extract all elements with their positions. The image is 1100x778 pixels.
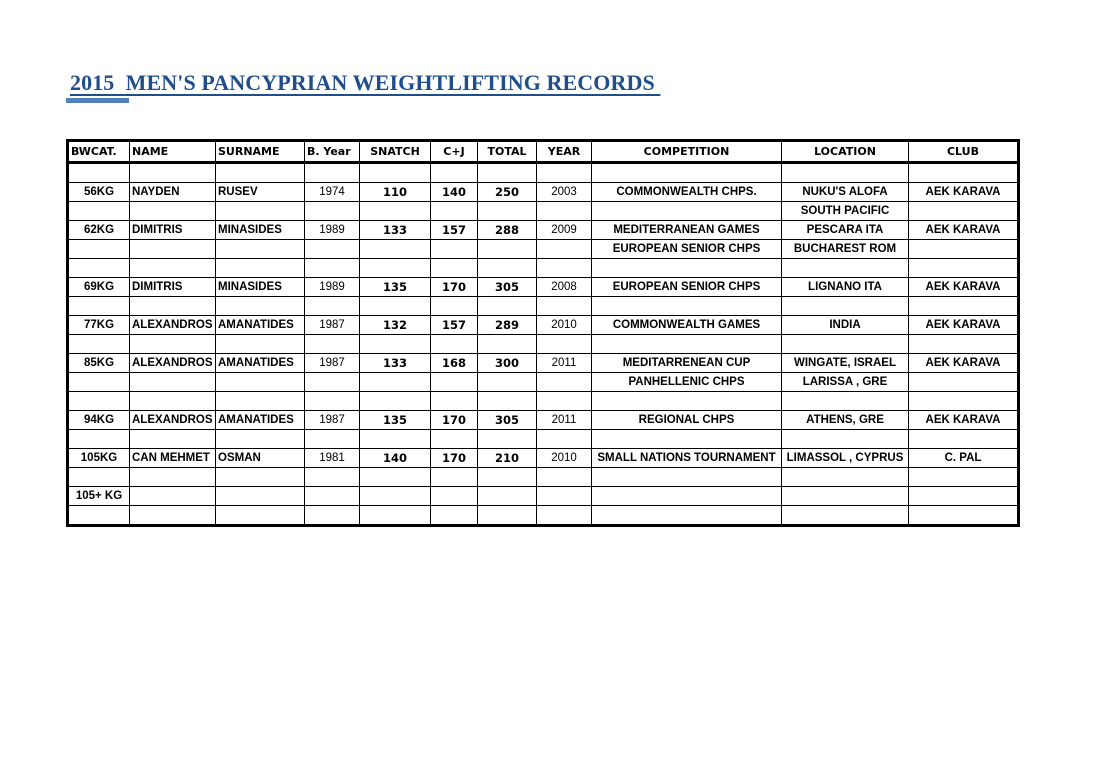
table-row [68,240,1019,259]
cell-location [782,506,909,526]
cell-name [130,430,216,449]
cell-competition [592,468,782,487]
cell-birth-year [305,468,360,487]
cell-club [909,163,1019,183]
table-row [68,297,1019,316]
cell-surname: AMANATIDES [216,411,305,430]
cell-clean-jerk [431,506,478,526]
cell-surname [216,259,305,278]
header-year: YEAR [537,141,592,163]
cell-surname [216,202,305,221]
cell-club [909,468,1019,487]
cell-club: AEK KARAVA [909,221,1019,240]
cell-competition [592,202,782,221]
cell-competition: MEDITERRANEAN GAMES [592,221,782,240]
cell-competition [592,163,782,183]
cell-club [909,202,1019,221]
header-name: NAME [130,141,216,163]
cell-birth-year: 1987 [305,354,360,373]
cell-clean-jerk: 168 [431,354,478,373]
cell-year: 2010 [537,316,592,335]
cell-birth-year [305,392,360,411]
table-row [68,487,1019,506]
cell-bwcat: 62KG [68,221,130,240]
cell-total: 300 [478,354,537,373]
cell-name: ALEXANDROS [130,354,216,373]
table-row [68,163,1019,183]
cell-snatch [360,240,431,259]
cell-bwcat [68,335,130,354]
cell-clean-jerk: 157 [431,316,478,335]
cell-competition: REGIONAL CHPS [592,411,782,430]
cell-year [537,373,592,392]
cell-year: 2011 [537,354,592,373]
cell-name: DIMITRIS [130,221,216,240]
cell-competition: COMMONWEALTH GAMES [592,316,782,335]
title-accent-bar [66,98,129,103]
cell-birth-year: 1989 [305,278,360,297]
cell-bwcat [68,430,130,449]
cell-snatch [360,259,431,278]
cell-surname [216,392,305,411]
records-table [66,139,1020,527]
cell-total [478,392,537,411]
cell-total [478,163,537,183]
cell-location: WINGATE, ISRAEL [782,354,909,373]
cell-total: 250 [478,183,537,202]
cell-year [537,430,592,449]
cell-year: 2008 [537,278,592,297]
cell-bwcat [68,392,130,411]
cell-clean-jerk: 157 [431,221,478,240]
cell-birth-year [305,163,360,183]
cell-competition: SMALL NATIONS TOURNAMENT [592,449,782,468]
cell-bwcat: 56KG [68,183,130,202]
cell-total [478,335,537,354]
cell-competition [592,392,782,411]
cell-surname: RUSEV [216,183,305,202]
cell-club [909,373,1019,392]
cell-snatch: 140 [360,449,431,468]
cell-competition: MEDITARRENEAN CUP [592,354,782,373]
cell-snatch [360,506,431,526]
table-row [68,335,1019,354]
table-row [68,259,1019,278]
cell-name: NAYDEN [130,183,216,202]
table-row [68,278,1019,297]
cell-snatch [360,335,431,354]
cell-clean-jerk [431,487,478,506]
cell-location: LIGNANO ITA [782,278,909,297]
cell-clean-jerk [431,373,478,392]
cell-surname [216,430,305,449]
cell-snatch: 133 [360,354,431,373]
cell-snatch: 135 [360,411,431,430]
table-row [68,202,1019,221]
cell-birth-year: 1987 [305,316,360,335]
cell-clean-jerk: 170 [431,449,478,468]
cell-year [537,335,592,354]
cell-year [537,202,592,221]
cell-clean-jerk [431,468,478,487]
cell-club [909,259,1019,278]
cell-competition [592,487,782,506]
cell-total [478,202,537,221]
cell-year [537,163,592,183]
cell-year [537,297,592,316]
cell-total [478,240,537,259]
cell-location: LARISSA , GRE [782,373,909,392]
cell-competition: PANHELLENIC CHPS [592,373,782,392]
cell-surname [216,468,305,487]
cell-clean-jerk [431,430,478,449]
table-row [68,373,1019,392]
table-row [68,316,1019,335]
header-clean-jerk: C+J [431,141,478,163]
cell-year: 2011 [537,411,592,430]
cell-snatch: 110 [360,183,431,202]
cell-club [909,430,1019,449]
cell-year [537,468,592,487]
cell-club [909,506,1019,526]
cell-year [537,392,592,411]
cell-birth-year [305,373,360,392]
cell-name [130,373,216,392]
cell-surname: MINASIDES [216,221,305,240]
cell-total [478,430,537,449]
cell-total [478,506,537,526]
header-total: TOTAL [478,141,537,163]
cell-name [130,506,216,526]
cell-bwcat [68,259,130,278]
header-birth-year: B. Year [305,141,360,163]
cell-club [909,487,1019,506]
cell-competition: EUROPEAN SENIOR CHPS [592,278,782,297]
header-competition: COMPETITION [592,141,782,163]
cell-club [909,335,1019,354]
header-surname: SURNAME [216,141,305,163]
cell-clean-jerk [431,335,478,354]
cell-birth-year [305,297,360,316]
cell-bwcat: 69KG [68,278,130,297]
header-bwcat: BWCAT. [68,141,130,163]
cell-surname: MINASIDES [216,278,305,297]
cell-birth-year [305,202,360,221]
cell-snatch [360,373,431,392]
cell-total: 288 [478,221,537,240]
cell-total [478,259,537,278]
cell-year [537,240,592,259]
cell-surname [216,487,305,506]
header-location: LOCATION [782,141,909,163]
cell-location [782,392,909,411]
header-club: CLUB [909,141,1019,163]
cell-birth-year: 1989 [305,221,360,240]
cell-location [782,335,909,354]
cell-birth-year [305,487,360,506]
header-snatch: SNATCH [360,141,431,163]
cell-total [478,487,537,506]
cell-surname [216,506,305,526]
cell-club: AEK KARAVA [909,183,1019,202]
cell-snatch: 135 [360,278,431,297]
cell-year: 2003 [537,183,592,202]
cell-location: ATHENS, GRE [782,411,909,430]
cell-clean-jerk [431,240,478,259]
cell-location [782,487,909,506]
cell-location: SOUTH PACIFIC [782,202,909,221]
cell-surname [216,163,305,183]
cell-location [782,163,909,183]
cell-location: PESCARA ITA [782,221,909,240]
cell-bwcat: 94KG [68,411,130,430]
table-row [68,183,1019,202]
cell-location [782,468,909,487]
cell-surname [216,373,305,392]
cell-location: NUKU'S ALOFA [782,183,909,202]
cell-surname: OSMAN [216,449,305,468]
cell-birth-year [305,506,360,526]
cell-total: 305 [478,278,537,297]
cell-surname: AMANATIDES [216,354,305,373]
cell-clean-jerk [431,259,478,278]
cell-birth-year: 1981 [305,449,360,468]
cell-competition [592,297,782,316]
cell-clean-jerk: 140 [431,183,478,202]
cell-bwcat [68,373,130,392]
table-row [68,221,1019,240]
cell-competition: EUROPEAN SENIOR CHPS [592,240,782,259]
cell-total [478,297,537,316]
cell-bwcat [68,297,130,316]
cell-year: 2009 [537,221,592,240]
records-body [68,163,1019,526]
cell-clean-jerk [431,297,478,316]
table-row [68,392,1019,411]
cell-total [478,468,537,487]
cell-total: 289 [478,316,537,335]
cell-birth-year [305,335,360,354]
cell-surname [216,297,305,316]
cell-name [130,335,216,354]
cell-birth-year: 1974 [305,183,360,202]
cell-name [130,163,216,183]
cell-club: C. PAL [909,449,1019,468]
cell-birth-year [305,240,360,259]
cell-snatch: 133 [360,221,431,240]
cell-name: DIMITRIS [130,278,216,297]
page-title: 2015 MEN'S PANCYPRIAN WEIGHTLIFTING RECORDS [70,70,661,95]
cell-clean-jerk [431,163,478,183]
cell-clean-jerk: 170 [431,411,478,430]
cell-club [909,240,1019,259]
cell-club: AEK KARAVA [909,316,1019,335]
cell-name: CAN MEHMET [130,449,216,468]
cell-bwcat [68,506,130,526]
cell-bwcat [68,468,130,487]
cell-location: LIMASSOL , CYPRUS [782,449,909,468]
cell-location [782,430,909,449]
cell-snatch [360,297,431,316]
cell-location [782,259,909,278]
cell-snatch [360,430,431,449]
cell-location [782,297,909,316]
cell-year [537,506,592,526]
cell-name [130,202,216,221]
cell-bwcat [68,240,130,259]
cell-year [537,259,592,278]
cell-name [130,259,216,278]
cell-clean-jerk [431,202,478,221]
cell-clean-jerk [431,392,478,411]
cell-competition [592,335,782,354]
cell-bwcat [68,202,130,221]
cell-birth-year [305,430,360,449]
cell-bwcat [68,163,130,183]
cell-name [130,392,216,411]
cell-surname: AMANATIDES [216,316,305,335]
cell-bwcat: 77KG [68,316,130,335]
cell-snatch: 132 [360,316,431,335]
table-row [68,468,1019,487]
cell-bwcat: 105+ KG [68,487,130,506]
table-row [68,430,1019,449]
header-row [68,141,1019,163]
cell-bwcat: 85KG [68,354,130,373]
cell-year: 2010 [537,449,592,468]
cell-location: BUCHAREST ROM [782,240,909,259]
cell-club: AEK KARAVA [909,354,1019,373]
cell-competition [592,259,782,278]
cell-birth-year: 1987 [305,411,360,430]
cell-snatch [360,392,431,411]
table-row [68,506,1019,526]
cell-club [909,297,1019,316]
cell-snatch [360,163,431,183]
cell-name [130,487,216,506]
table-row [68,354,1019,373]
cell-name [130,240,216,259]
cell-location: INDIA [782,316,909,335]
cell-total [478,373,537,392]
cell-competition [592,506,782,526]
cell-name [130,297,216,316]
cell-bwcat: 105KG [68,449,130,468]
table-row [68,449,1019,468]
cell-total: 210 [478,449,537,468]
cell-name: ALEXANDROS [130,316,216,335]
cell-club: AEK KARAVA [909,411,1019,430]
cell-competition: COMMONWEALTH CHPS. [592,183,782,202]
cell-competition [592,430,782,449]
cell-birth-year [305,259,360,278]
cell-snatch [360,202,431,221]
cell-name: ALEXANDROS [130,411,216,430]
cell-snatch [360,487,431,506]
cell-clean-jerk: 170 [431,278,478,297]
cell-club [909,392,1019,411]
cell-year [537,487,592,506]
cell-club: AEK KARAVA [909,278,1019,297]
cell-surname [216,335,305,354]
cell-snatch [360,468,431,487]
cell-total: 305 [478,411,537,430]
table-row [68,411,1019,430]
cell-name [130,468,216,487]
cell-surname [216,240,305,259]
